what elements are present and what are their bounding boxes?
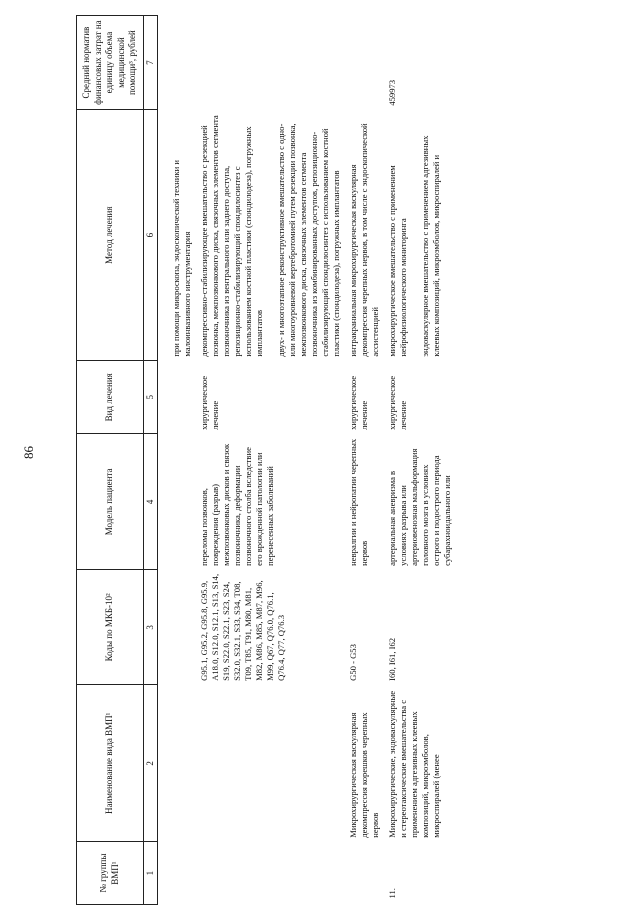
group-number-cell	[196, 842, 345, 905]
vmp-name-cell: Микрохирургическая васкулярная декомпрессия корешков черепных нервов	[347, 712, 380, 838]
table-row	[384, 16, 456, 905]
table-row	[345, 16, 384, 905]
column-number: 5	[143, 361, 158, 434]
column-number: 7	[143, 16, 158, 110]
treatment-method-cell: микрохирургическое вмешательство с применением нейрофизиологического мониторинга эндоваскулярное вмешательство с применением адгезивных клеевых композиций, микроэмболов, микроспиралей и	[386, 135, 441, 357]
page-number: 86	[21, 446, 36, 459]
treatment-type-cell: хирургическое лечение	[198, 375, 220, 430]
table-row	[158, 16, 168, 905]
cost-cell	[168, 16, 196, 110]
header-treatment-method: Метод лечения	[77, 110, 144, 361]
treatment-method-cell: интракраниальная микрохирургическая васкулярная декомпрессия черепных нервов, в том числе с эндоскопической ассистенцией	[347, 123, 380, 357]
group-number-cell: 11.	[386, 888, 397, 899]
patient-model-cell: переломы позвонков, повреждения (разрыв) межпозвонковых дисков и связок позвоночника, деформации позвоночного столба вследствие его врожденной патологии или перенесенных заболеваний	[198, 443, 275, 566]
table-row	[168, 16, 196, 905]
treatment-type-cell	[168, 361, 196, 434]
vmp-name-cell: Микрохирургические, эндоваскулярные и стереотаксические вмешательства с применением адгезивных клеевых композиций, микроэмболов, микроспиралей (менее	[386, 690, 441, 838]
treatment-type-cell: хирургическое лечение	[347, 375, 369, 430]
header-group-number: № группы ВМП¹	[77, 842, 144, 905]
column-number: 4	[143, 434, 158, 570]
patient-model-cell	[168, 434, 196, 570]
treatment-method-cell: при помощи микроскопа, эндоскопической техники и малоинвазивного инструментария	[170, 159, 192, 357]
cost-cell	[196, 16, 345, 110]
icd-codes-cell: G95.1, G95.2, G95.8, G95.9, A18.0, S12.0, S12.1, S13, S14, S19, S22.0, S22.1, S23, S24, S32.0, S32.1, S33, S34, T08, T09, T85, T91, M80, M81, M82, M86, M85, M87, M96, M99, Q67, Q76.0, Q76.1, Q76.4, Q77, Q76.3	[198, 573, 286, 681]
header-cost-standard: Средний норматив финансовых затрат на единицу объема медицинской помощи³, рублей	[77, 16, 144, 110]
group-number-cell	[345, 842, 384, 905]
treatment-method-cell: декомпрессивно-стабилизирующее вмешательство с резекцией позвонка, межпозвонкового диска, связочных элементов сегмента позвоночника из вентрального или заднего доступа, репозиционно-стабилизирующий спондилосинтез с использованием костной пластики (спондилодеза), погружных имплантатов двух- и многоэтапное реконструктивное вмешательство с одно- или многоуровневой вертебротомией путем резекции позвонка, межпозвонкового диска, связочных элементов сегмента позвоночника из комбинированных доступов, репозиционно-стабилизирующий спондилосинтез с использованием костной пластики (спондилодеза), погружных имплантатов	[198, 115, 341, 357]
header-patient-model: Модель пациента	[77, 434, 144, 570]
patient-model-cell: невралгии и нейропатии черепных нервов	[347, 438, 369, 566]
icd-codes-cell: I60, I61, I62	[386, 637, 397, 681]
vmp-name-cell	[168, 685, 196, 842]
column-number: 1	[143, 842, 158, 905]
patient-model-cell: артериальная аневризма в условиях разрыва или артериовенозная мальформация головного мозга в условиях острого и подострого периода субарахноидального или	[386, 448, 452, 566]
icd-codes-cell	[168, 570, 196, 685]
vmp-table	[76, 15, 456, 905]
icd-codes-cell: G50 - G53	[347, 644, 358, 681]
vmp-name-cell	[196, 685, 345, 842]
header-vmp-name: Наименование вида ВМП¹	[77, 685, 144, 842]
column-number: 3	[143, 570, 158, 685]
table-row	[196, 16, 345, 905]
treatment-type-cell: хирургическое лечение	[386, 375, 408, 430]
cost-cell: 459973	[386, 79, 397, 106]
table-header-row	[77, 16, 144, 905]
header-treatment-type: Вид лечения	[77, 361, 144, 434]
header-icd-codes: Коды по МКБ-10²	[77, 570, 144, 685]
rotated-table-container	[70, 0, 630, 905]
cost-cell	[345, 16, 384, 110]
group-number-cell	[168, 842, 196, 905]
column-number-row	[143, 16, 158, 905]
column-number: 2	[143, 685, 158, 842]
column-number: 6	[143, 110, 158, 361]
